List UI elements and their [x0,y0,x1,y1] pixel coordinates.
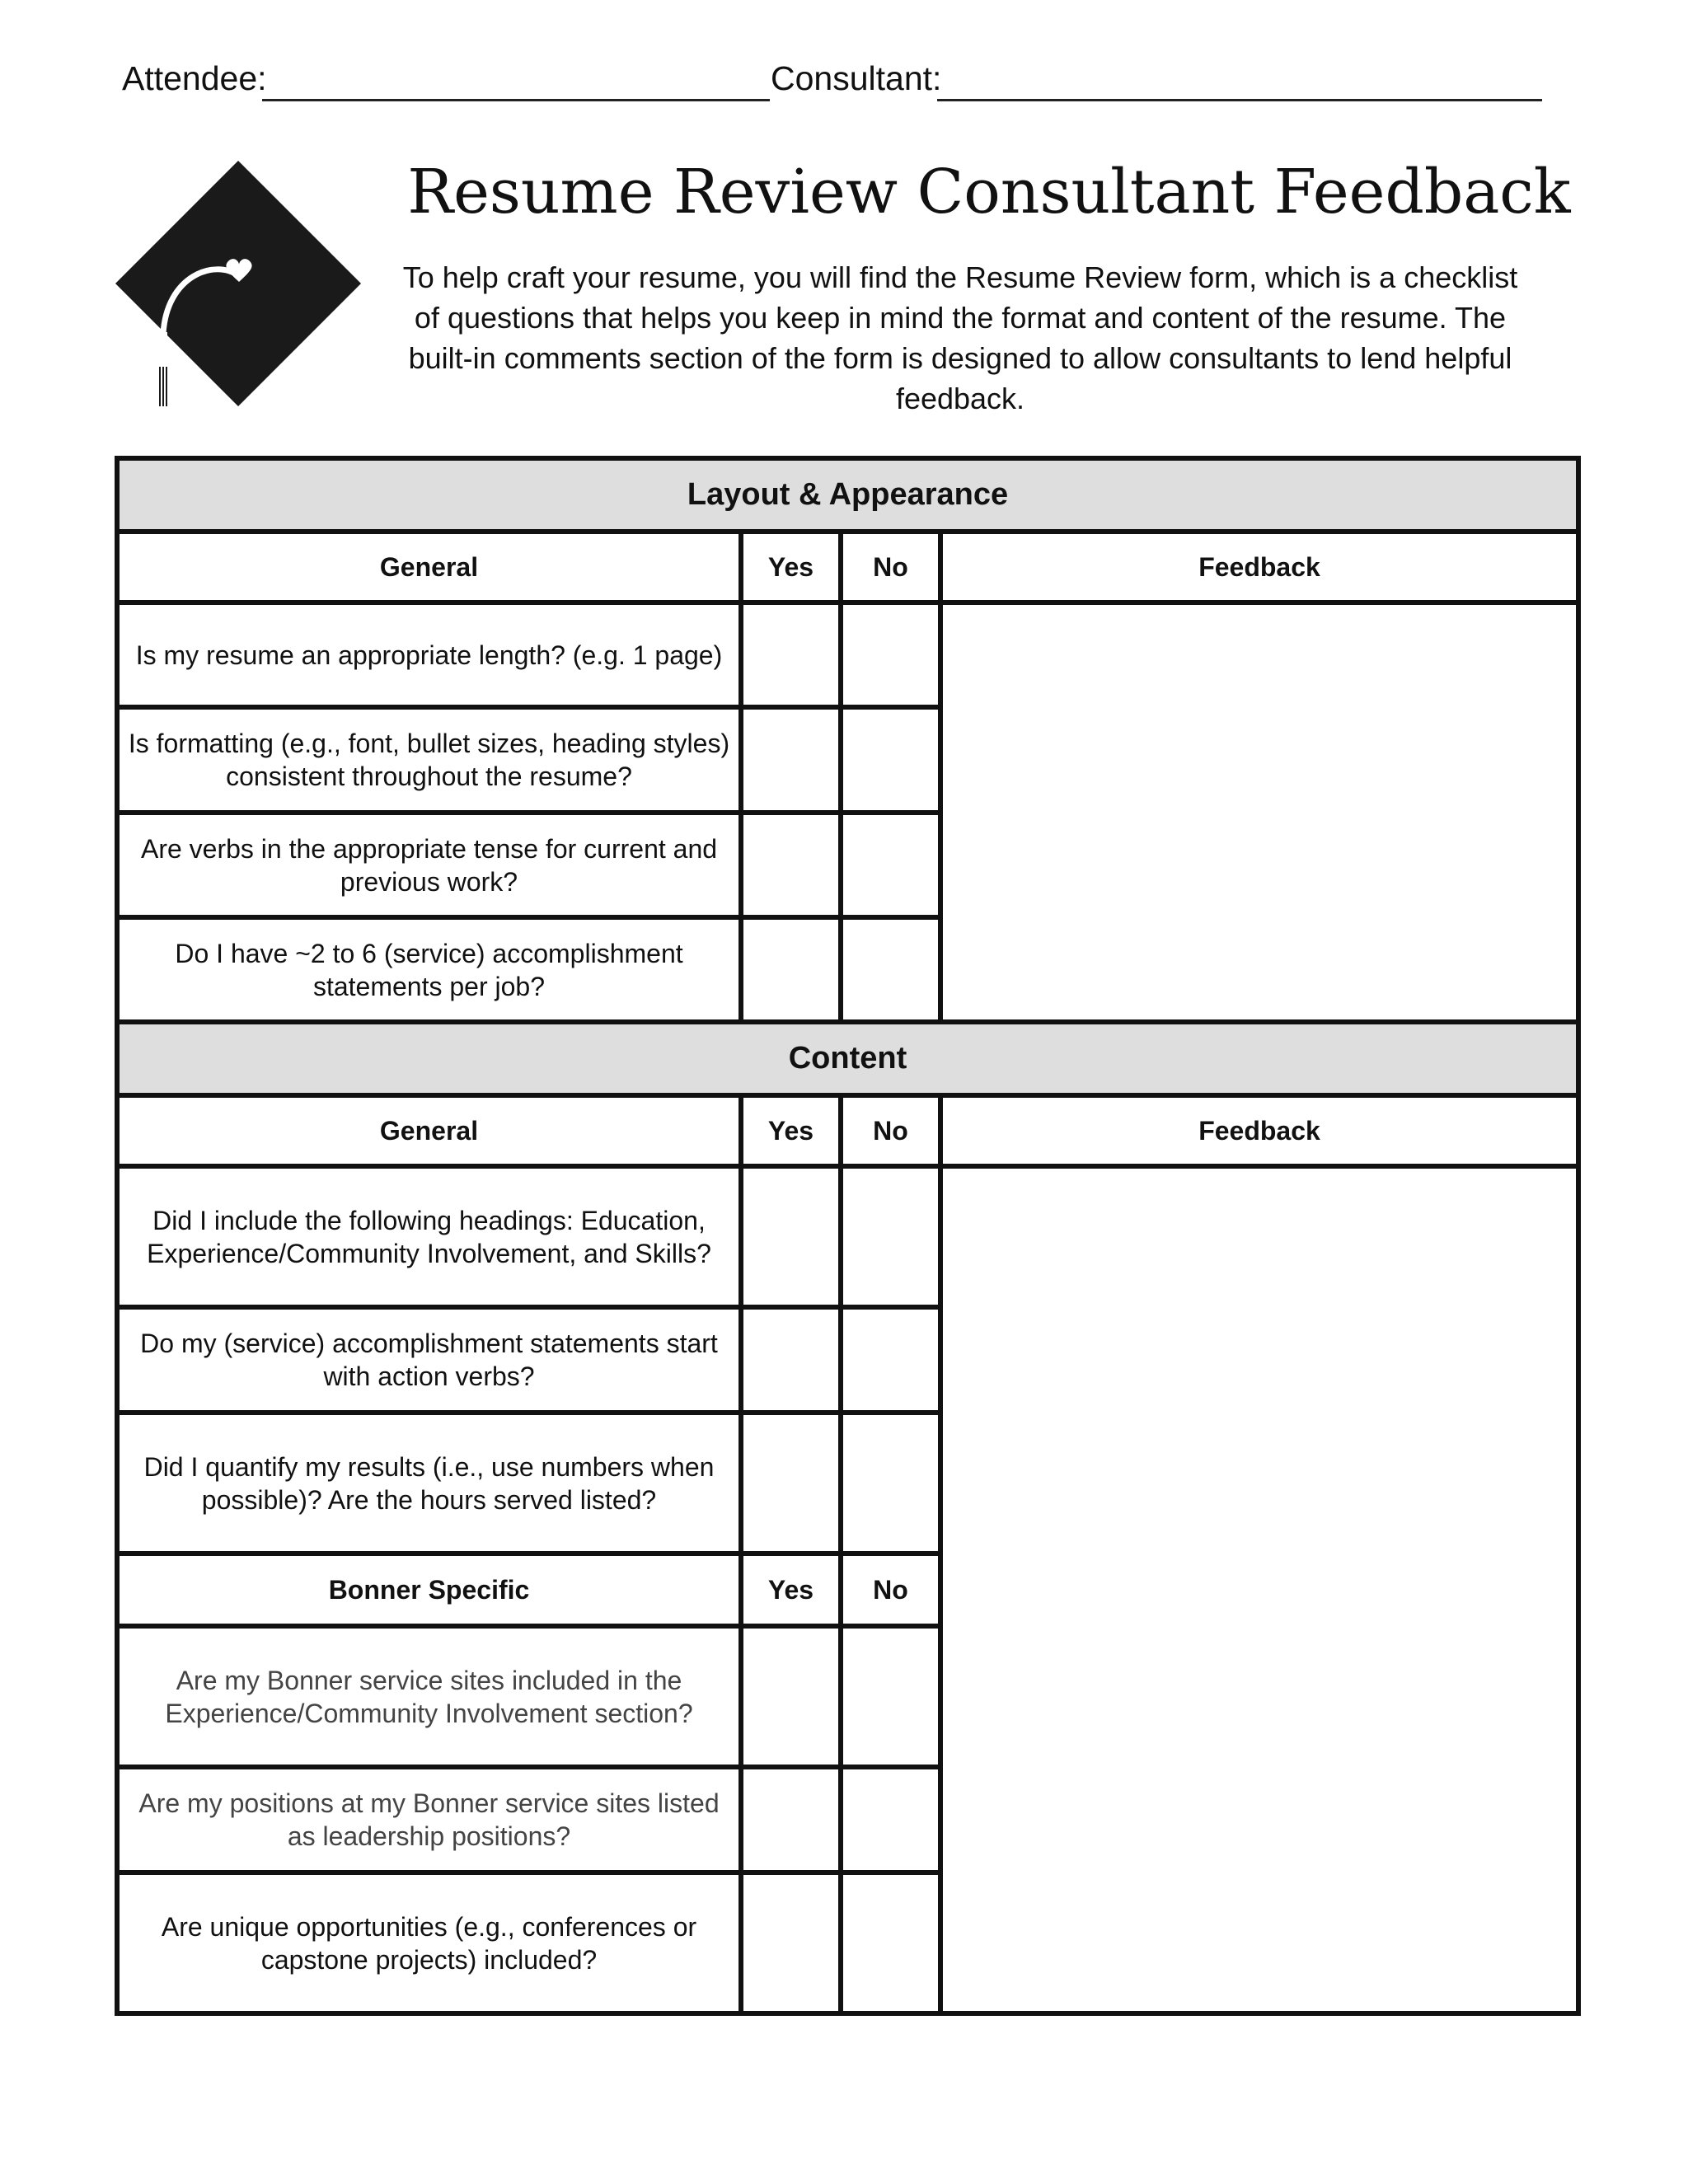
column-header-row [117,1095,1578,1166]
yes-header: Yes [741,532,841,602]
feedback-header: Feedback [940,532,1578,602]
question-text: Did I include the following headings: Education, Experience/Community Involvement, and Skills? [117,1166,741,1307]
question-text: Do my (service) accomplishment statements start with action verbs? [117,1307,741,1413]
page-title: Resume Review Consultant Feedback [407,157,1571,227]
yes-header: Yes [741,1095,841,1166]
section-title: Layout & Appearance [117,458,1578,532]
consultant-label: Consultant: [771,59,942,97]
yes-checkbox[interactable] [741,1626,841,1767]
attendee-line[interactable] [262,99,770,101]
column-header-row [117,532,1578,602]
yes-checkbox[interactable] [741,707,841,813]
no-checkbox[interactable] [841,1872,940,2013]
general-header: General [117,532,741,602]
section-title: Content [117,1022,1578,1095]
question-text: Is formatting (e.g., font, bullet sizes, heading styles) consistent throughout the resume? [117,707,741,813]
question-text: Are my positions at my Bonner service sites listed as leadership positions? [117,1767,741,1872]
feedback-box[interactable] [940,1166,1578,2013]
question-text: Are unique opportunities (e.g., conferences or capstone projects) included? [117,1872,741,2013]
no-checkbox[interactable] [841,1166,940,1307]
no-checkbox[interactable] [841,917,940,1022]
question-text: Are my Bonner service sites included in the Experience/Community Involvement section? [117,1626,741,1767]
consultant-line[interactable] [937,99,1542,101]
question-text: Are verbs in the appropriate tense for current and previous work? [117,813,741,917]
yes-checkbox[interactable] [741,917,841,1022]
attendee-label: Attendee: [122,59,267,97]
no-checkbox[interactable] [841,707,940,813]
no-checkbox[interactable] [841,1767,940,1872]
feedback-table [115,456,1581,2016]
question-row [117,602,1578,707]
yes-checkbox[interactable] [741,602,841,707]
yes-checkbox[interactable] [741,1166,841,1307]
intro-paragraph: To help craft your resume, you will find the Resume Review form, which is a checklist of questions that helps you keep in mind the format and content of the resume. The built-in comments section of the form is designed to allow consultants to lend helpful feedback. [402,260,1518,415]
section-header [117,458,1578,532]
no-header: No [841,1095,940,1166]
question-row [117,1166,1578,1307]
yes-checkbox[interactable] [741,1872,841,2013]
feedback-box[interactable] [940,602,1578,1022]
yes-checkbox[interactable] [741,1413,841,1554]
question-text: Did I quantify my results (i.e., use numbers when possible)? Are the hours served listed? [117,1413,741,1554]
question-text: Do I have ~2 to 6 (service) accomplishment statements per job? [117,917,741,1022]
no-checkbox[interactable] [841,1626,940,1767]
bonner-specific-header: Bonner Specific [117,1554,741,1626]
graduation-cap-heart-icon [115,161,361,406]
yes-checkbox[interactable] [741,813,841,917]
yes-checkbox[interactable] [741,1307,841,1413]
no-checkbox[interactable] [841,1307,940,1413]
yes-header: Yes [741,1554,841,1626]
section-header [117,1022,1578,1095]
general-header: General [117,1095,741,1166]
question-text: Is my resume an appropriate length? (e.g. 1 page) [117,602,741,707]
no-header: No [841,532,940,602]
no-checkbox[interactable] [841,1413,940,1554]
no-checkbox[interactable] [841,602,940,707]
yes-checkbox[interactable] [741,1767,841,1872]
no-header: No [841,1554,940,1626]
feedback-header: Feedback [940,1095,1578,1166]
no-checkbox[interactable] [841,813,940,917]
